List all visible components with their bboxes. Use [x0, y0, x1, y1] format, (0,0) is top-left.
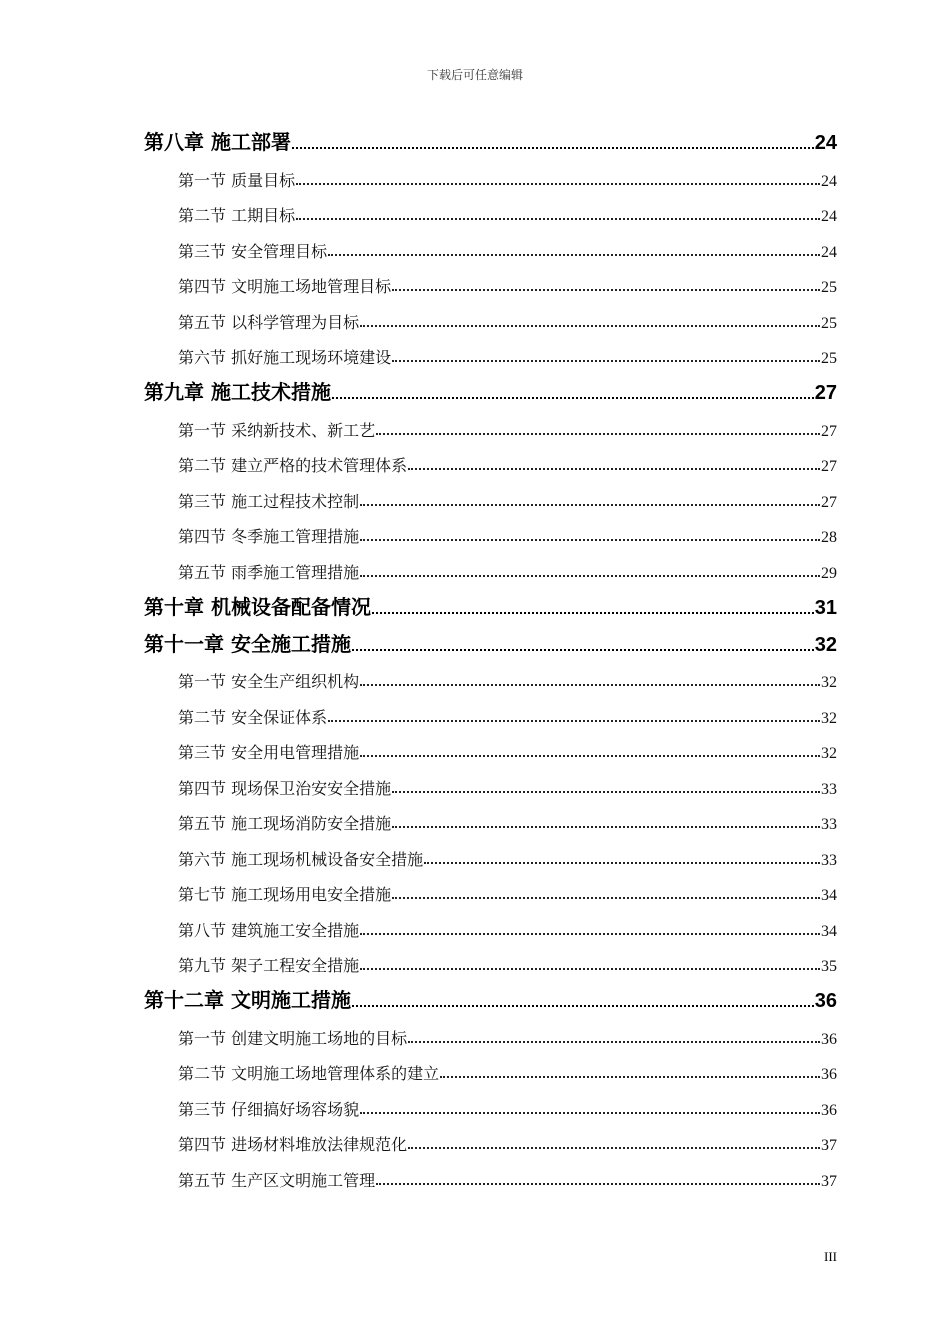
dot-leader: [360, 1112, 820, 1114]
toc-chapter-entry[interactable]: [144, 583, 837, 620]
toc-entry-page: 24: [821, 208, 837, 225]
toc-entry-title: 第二节 安全保证体系: [178, 707, 328, 727]
toc-entry-page: 37: [821, 1137, 837, 1154]
dot-leader: [360, 539, 820, 541]
dot-leader: [360, 575, 820, 577]
toc-entry-title: 第五节 以科学管理为目标: [178, 312, 360, 332]
dot-leader: [360, 325, 820, 327]
toc-entry-page: 33: [821, 780, 837, 798]
page-number: III: [824, 1249, 837, 1264]
toc-entry-page: 25: [821, 314, 837, 332]
toc-entry-title: 第四节 文明施工场地管理目标: [178, 277, 392, 296]
toc-entry-page: 34: [821, 922, 837, 940]
toc-entry-title: 第一节 质量目标: [178, 170, 296, 190]
toc-section-entry[interactable]: [144, 1013, 837, 1049]
toc-chapter-entry[interactable]: [144, 118, 837, 155]
dot-leader: [352, 649, 814, 651]
toc-section-entry[interactable]: [144, 763, 837, 799]
toc-entry-page: 27: [821, 493, 837, 511]
toc-entry-page: 36: [814, 990, 837, 1012]
toc-section-entry[interactable]: [144, 476, 837, 512]
toc-entry-page: 24: [821, 172, 837, 190]
toc-entry-page: 34: [821, 887, 837, 904]
toc-section-entry[interactable]: [144, 441, 837, 477]
toc-entry-page: 32: [821, 709, 837, 727]
dot-leader: [372, 612, 814, 614]
toc-entry-title: 第一节 创建文明施工场地的目标: [178, 1028, 408, 1048]
toc-entry-title: 第四节 进场材料堆放法律规范化: [178, 1135, 408, 1154]
dot-leader: [360, 968, 820, 970]
dot-leader: [292, 147, 814, 149]
toc-entry-page: 32: [814, 633, 837, 656]
toc-entry-title: 第十章 机械设备配备情况: [144, 594, 371, 619]
toc-entry-page: 36: [821, 1030, 837, 1048]
toc-section-entry[interactable]: [144, 657, 837, 693]
dot-leader: [392, 826, 820, 828]
toc-section-entry[interactable]: [144, 799, 837, 835]
dot-leader: [328, 254, 820, 256]
toc-entry-title: 第三节 安全用电管理措施: [178, 743, 360, 762]
toc-entry-page: 27: [821, 422, 837, 440]
toc-entry-title: 第四节 冬季施工管理措施: [178, 527, 360, 546]
toc-section-entry[interactable]: [144, 728, 837, 764]
toc-chapter-entry[interactable]: [144, 976, 837, 1013]
toc-section-entry[interactable]: [144, 297, 837, 333]
dot-leader: [440, 1076, 820, 1078]
toc-entry-title: 第五节 施工现场消防安全措施: [178, 814, 392, 833]
toc-entry-title: 第八章 施工部署: [144, 130, 291, 154]
toc-entry-title: 第三节 仔细搞好场容场貌: [178, 1099, 360, 1119]
toc-entry-page: 33: [821, 851, 837, 869]
toc-entry-title: 第五节 雨季施工管理措施: [178, 562, 360, 582]
dot-leader: [408, 468, 820, 470]
toc-entry-title: 第八节 建筑施工安全措施: [178, 920, 360, 940]
toc-entry-title: 第九节 架子工程安全措施: [178, 956, 360, 975]
dot-leader: [332, 397, 814, 399]
toc-entry-page: 35: [821, 958, 837, 975]
toc-section-entry[interactable]: [144, 512, 837, 548]
toc-entry-title: 第三节 施工过程技术控制: [178, 491, 360, 511]
dot-leader: [376, 433, 820, 435]
toc-entry-title: 第一节 采纳新技术、新工艺: [178, 420, 376, 440]
toc-entry-title: 第二节 建立严格的技术管理体系: [178, 456, 408, 475]
toc-section-entry[interactable]: [144, 1120, 837, 1156]
toc-entry-title: 第六节 抓好施工现场环境建设: [178, 348, 392, 367]
dot-leader: [392, 791, 820, 793]
toc-chapter-entry[interactable]: [144, 368, 837, 405]
toc-section-entry[interactable]: [144, 692, 837, 728]
toc-entry-page: 31: [814, 596, 837, 619]
toc-entry-title: 第七节 施工现场用电安全措施: [178, 885, 392, 904]
toc-section-entry[interactable]: [144, 547, 837, 583]
toc-chapter-entry[interactable]: [144, 620, 837, 657]
dot-leader: [360, 933, 820, 935]
toc-entry-title: 第一节 安全生产组织机构: [178, 672, 360, 691]
toc-entry-page: 29: [821, 564, 837, 582]
toc-entry-page: 37: [821, 1172, 837, 1190]
dot-leader: [296, 218, 820, 220]
toc-entry-title: 第九章 施工技术措施: [144, 380, 331, 404]
toc-section-entry[interactable]: [144, 155, 837, 191]
toc-section-entry[interactable]: [144, 1084, 837, 1120]
toc-entry-title: 第五节 生产区文明施工管理: [178, 1170, 376, 1190]
toc-section-entry[interactable]: [144, 941, 837, 977]
table-of-contents: [144, 118, 837, 1191]
toc-section-entry[interactable]: [144, 191, 837, 227]
dot-leader: [408, 1041, 820, 1043]
toc-section-entry[interactable]: [144, 905, 837, 941]
dot-leader: [360, 684, 820, 686]
dot-leader: [408, 1147, 820, 1149]
dot-leader: [376, 1183, 820, 1185]
toc-entry-title: 第十一章 安全施工措施: [144, 631, 351, 656]
toc-entry-page: 24: [814, 132, 837, 154]
toc-section-entry[interactable]: [144, 1155, 837, 1191]
dot-leader: [424, 862, 820, 864]
toc-entry-title: 第六节 施工现场机械设备安全措施: [178, 849, 424, 869]
toc-entry-page: 27: [821, 458, 837, 475]
toc-section-entry[interactable]: [144, 405, 837, 441]
toc-entry-page: 36: [821, 1066, 837, 1083]
toc-entry-page: 32: [821, 745, 837, 762]
toc-entry-page: 32: [821, 674, 837, 691]
toc-section-entry[interactable]: [144, 226, 837, 262]
toc-entry-title: 第二节 工期目标: [178, 206, 296, 225]
toc-section-entry[interactable]: [144, 262, 837, 298]
page-header: 下载后可任意编辑: [426, 68, 523, 82]
dot-leader: [328, 720, 820, 722]
toc-entry-page: 25: [821, 279, 837, 296]
toc-section-entry[interactable]: [144, 1049, 837, 1085]
toc-entry-title: 第三节 安全管理目标: [178, 241, 328, 261]
toc-entry-page: 36: [821, 1101, 837, 1119]
dot-leader: [392, 360, 820, 362]
toc-entry-title: 第十二章 文明施工措施: [144, 988, 351, 1012]
toc-entry-page: 28: [821, 529, 837, 546]
toc-entry-page: 25: [821, 350, 837, 367]
dot-leader: [352, 1005, 814, 1007]
dot-leader: [360, 755, 820, 757]
toc-entry-page: 24: [821, 243, 837, 261]
dot-leader: [392, 897, 820, 899]
toc-entry-page: 27: [814, 382, 837, 404]
toc-entry-page: 33: [821, 816, 837, 833]
toc-section-entry[interactable]: [144, 870, 837, 906]
dot-leader: [360, 504, 820, 506]
toc-section-entry[interactable]: [144, 834, 837, 870]
toc-entry-title: 第二节 文明施工场地管理体系的建立: [178, 1064, 440, 1083]
dot-leader: [392, 289, 820, 291]
toc-entry-title: 第四节 现场保卫治安安全措施: [178, 778, 392, 798]
dot-leader: [296, 183, 820, 185]
toc-section-entry[interactable]: [144, 333, 837, 369]
